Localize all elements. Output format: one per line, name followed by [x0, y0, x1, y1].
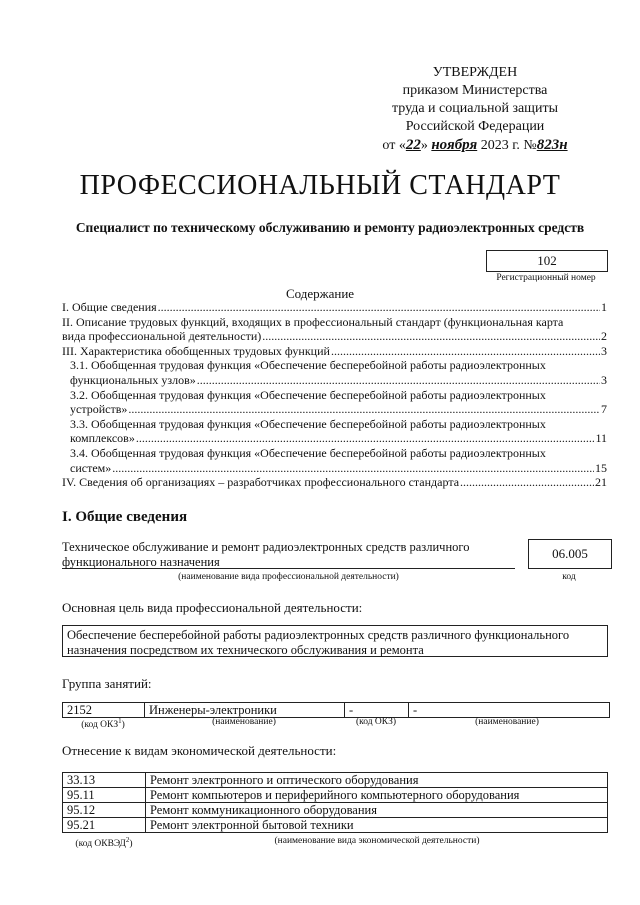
- activity-code: 06.005: [528, 539, 612, 569]
- toc-item[interactable]: [62, 388, 607, 417]
- okz-name-cell-2: -: [413, 703, 418, 717]
- toc-item-text: I. Общие сведения: [62, 300, 157, 314]
- order-number: 823н: [536, 137, 568, 153]
- toc-item-text: 3.2. Обобщенная трудовая функция «Обеспечение бесперебойной работы радиоэлектронных: [70, 387, 546, 402]
- table-row: [63, 803, 608, 818]
- date-day: 22: [405, 137, 421, 153]
- okz-code-cell: 2152: [63, 703, 145, 717]
- toc-page: 7: [601, 402, 607, 417]
- contents-heading: Содержание: [285, 286, 355, 301]
- date-month: ноября: [431, 137, 478, 153]
- toc-leader: [262, 329, 600, 344]
- approval-block: [360, 64, 590, 155]
- activity-label: (наименование вида профессиональной деятельности): [178, 572, 399, 582]
- approval-date-line: [360, 136, 590, 155]
- okved-name: Ремонт компьютеров и периферийного компьютерного оборудования: [146, 788, 608, 803]
- okz-code-label-2: (код ОКЗ): [355, 717, 397, 727]
- table-row: [63, 818, 608, 833]
- okz-name-label: (наименование): [212, 717, 276, 727]
- occupation-group-row: [62, 702, 610, 718]
- toc-item[interactable]: [62, 358, 607, 387]
- economic-labels: [62, 836, 608, 849]
- toc-page: 11: [595, 431, 607, 446]
- approval-ministry-line: труда и социальной защиты: [392, 101, 558, 116]
- okved-code-label: (код ОКВЭД$^2$): [75, 836, 133, 850]
- toc-page: 1: [601, 300, 607, 314]
- okved-code: 95.21: [63, 818, 146, 833]
- document-title: ПРОФЕССИОНАЛЬНЫЙ СТАНДАРТ: [79, 170, 561, 201]
- main-goal: Обеспечение бесперебойной работы радиоэлектронных средств различного функционального назначения посредством их технического обслуживания и ремонта: [62, 625, 608, 657]
- toc-leader: [197, 373, 600, 388]
- date-mid: »: [420, 138, 432, 153]
- okz-code-cell-2: -: [345, 703, 409, 717]
- table-of-contents: [62, 300, 607, 490]
- registration-label: Регистрационный номер: [496, 273, 596, 283]
- toc-leader: [128, 402, 600, 417]
- toc-leader: [112, 461, 594, 476]
- toc-item-text-cont: систем»: [70, 460, 112, 475]
- toc-page: 3: [601, 372, 607, 387]
- occupation-labels: [62, 717, 608, 730]
- okz-code-label: (код ОКЗ$^1$): [81, 717, 125, 731]
- toc-leader: [460, 475, 594, 490]
- toc-item[interactable]: [62, 300, 607, 315]
- occupation-group-title: Группа занятий:: [62, 676, 152, 691]
- toc-item[interactable]: [62, 344, 607, 359]
- toc-item[interactable]: [62, 417, 607, 446]
- table-row: [63, 788, 608, 803]
- okved-name: Ремонт коммуникационного оборудования: [146, 803, 608, 818]
- okved-code: 33.13: [63, 773, 146, 788]
- toc-item-text-cont: устройств»: [70, 402, 128, 417]
- toc-item-text: 3.4. Обобщенная трудовая функция «Обеспечение бесперебойной работы радиоэлектронных: [70, 445, 546, 460]
- economic-activities-title: Отнесение к видам экономической деятельности:: [62, 743, 337, 758]
- table-row: [63, 773, 608, 788]
- toc-item[interactable]: [62, 315, 607, 344]
- toc-page: 3: [601, 343, 607, 358]
- approval-status: УТВЕРЖДЕН: [432, 65, 518, 80]
- toc-item[interactable]: [62, 475, 607, 490]
- toc-item[interactable]: [62, 446, 607, 475]
- toc-page: 21: [595, 475, 607, 490]
- okved-name: Ремонт электронной бытовой техники: [146, 818, 608, 833]
- registration-number: 102: [486, 250, 608, 272]
- toc-item-text: 3.3. Обобщенная трудовая функция «Обеспечение бесперебойной работы радиоэлектронных: [70, 416, 546, 431]
- approval-order-line: приказом Министерства: [402, 83, 548, 98]
- toc-item-text-cont: комплексов»: [70, 431, 135, 446]
- toc-item-text: 3.1. Обобщенная трудовая функция «Обеспечение бесперебойной работы радиоэлектронных: [70, 358, 546, 373]
- date-prefix: от «: [382, 138, 406, 153]
- toc-item-text-cont: вида профессиональной деятельности): [62, 329, 262, 344]
- toc-page: 15: [595, 460, 607, 475]
- main-goal-title: Основная цель вида профессиональной деятельности:: [62, 600, 363, 615]
- okved-code: 95.11: [63, 788, 146, 803]
- okz-name-label-2: (наименование): [475, 717, 539, 727]
- date-year: 2023 г. №: [477, 138, 537, 153]
- activity-name: Техническое обслуживание и ремонт радиоэлектронных средств различного функционального назначения: [62, 540, 515, 569]
- section-heading: I. Общие сведения: [62, 509, 188, 525]
- toc-leader: [331, 344, 600, 359]
- toc-item-text: II. Описание трудовых функций, входящих в профессиональный стандарт (функциональная карта: [62, 314, 564, 329]
- toc-page: 2: [601, 329, 607, 344]
- toc-item-text-cont: функциональных узлов»: [70, 372, 196, 387]
- okved-name: Ремонт электронного и оптического оборудования: [146, 773, 608, 788]
- okved-name-label: (наименование вида экономической деятельности): [274, 836, 480, 846]
- toc-item-text: IV. Сведения об организациях – разработчиках профессионального стандарта: [62, 475, 460, 490]
- toc-leader: [158, 300, 600, 315]
- economic-activities-table: [62, 772, 608, 833]
- approval-country-line: Российской Федерации: [405, 119, 545, 134]
- code-label: код: [562, 572, 576, 582]
- toc-item-text: III. Характеристика обобщенных трудовых функций: [62, 343, 330, 358]
- okz-name-cell: Инженеры-электроники: [145, 703, 345, 717]
- standard-name: Специалист по техническому обслуживанию и ремонту радиоэлектронных средств: [75, 220, 585, 235]
- okved-code: 95.12: [63, 803, 146, 818]
- toc-leader: [136, 431, 595, 446]
